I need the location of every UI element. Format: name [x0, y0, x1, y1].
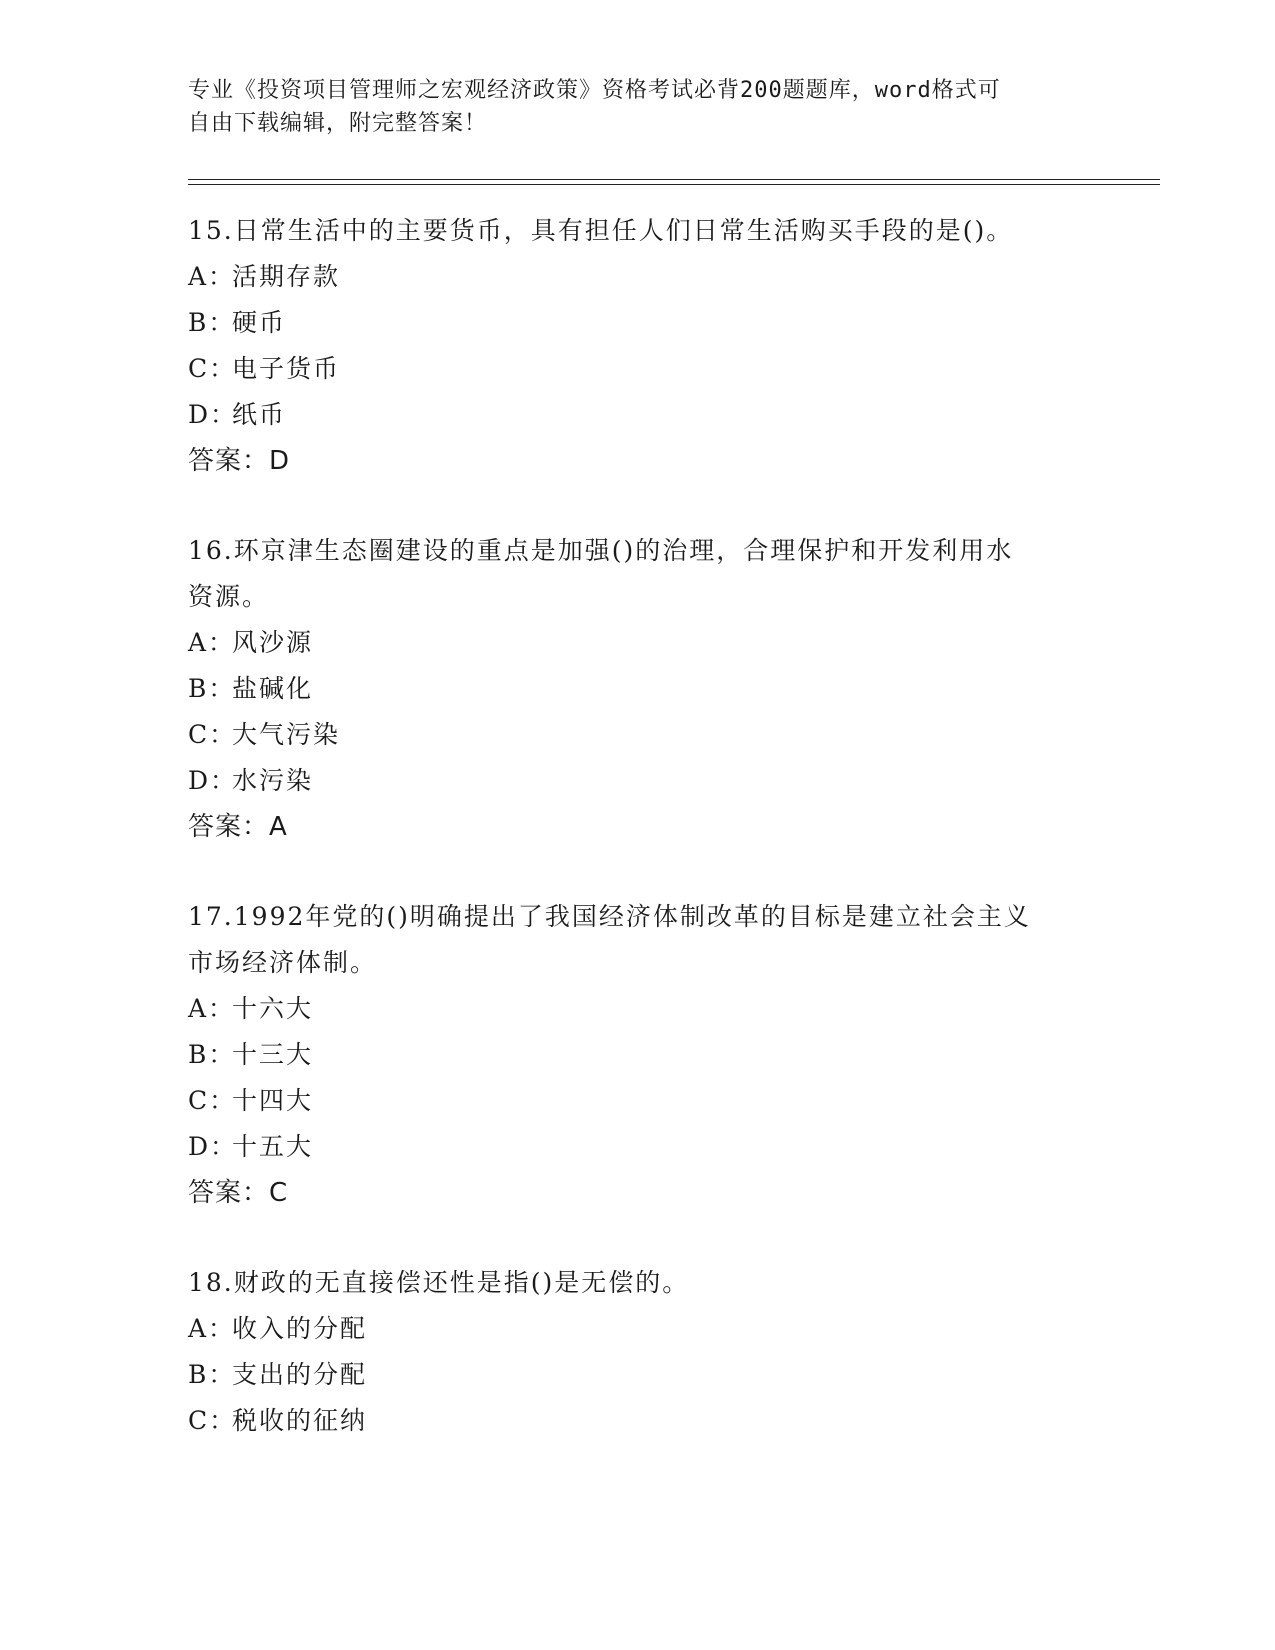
- question-list: [188, 208, 1088, 1488]
- header-divider-top: [188, 179, 1160, 180]
- answer-option: [188, 666, 1088, 712]
- answer-option: [188, 758, 1088, 804]
- question-stem: [188, 1260, 1088, 1306]
- question-block: [188, 1260, 1088, 1444]
- option-text: 十三大: [232, 1040, 314, 1069]
- option-key: B：: [188, 674, 236, 703]
- option-key: C：: [188, 1406, 237, 1435]
- header-line-1: 专业《投资项目管理师之宏观经济政策》资格考试必背200题题库，word格式可: [188, 78, 1001, 103]
- option-key: B：: [188, 308, 236, 337]
- question-stem-line: 18.财政的无直接偿还性是指()是无偿的。: [188, 1268, 690, 1297]
- answer-option: [188, 712, 1088, 758]
- question-stem-line: 16.环京津生态圈建设的重点是加强()的治理，合理保护和开发利用水: [188, 536, 1014, 565]
- answer-option: [188, 986, 1088, 1032]
- answer-key: 答案：C: [188, 1178, 289, 1208]
- option-key: C：: [188, 354, 237, 383]
- option-text: 盐碱化: [232, 674, 314, 703]
- option-key: B：: [188, 1040, 236, 1069]
- answer-option: [188, 1032, 1088, 1078]
- question-stem-line: 市场经济体制。: [188, 948, 378, 977]
- option-key: D：: [188, 1132, 238, 1161]
- option-key: A：: [188, 994, 236, 1023]
- option-text: 纸币: [232, 400, 287, 429]
- option-key: C：: [188, 1086, 237, 1115]
- option-key: A：: [188, 628, 236, 657]
- option-key: B：: [188, 1360, 236, 1389]
- answer-option: [188, 1124, 1088, 1170]
- option-text: 十六大: [232, 994, 314, 1023]
- answer-option: [188, 620, 1088, 666]
- question-block: [188, 528, 1088, 850]
- option-key: A：: [188, 262, 236, 291]
- option-text: 十五大: [232, 1132, 314, 1161]
- document-header: [188, 74, 1088, 140]
- option-text: 税收的征纳: [232, 1406, 368, 1435]
- option-text: 电子货币: [232, 354, 341, 383]
- option-key: C：: [188, 720, 237, 749]
- question-stem-line: 17.1992年党的()明确提出了我国经济体制改革的目标是建立社会主义: [188, 902, 1031, 931]
- question-stem: [188, 894, 1088, 986]
- option-text: 风沙源: [232, 628, 314, 657]
- question-stem: [188, 208, 1088, 254]
- header-divider-bottom: [188, 184, 1160, 185]
- answer-option: [188, 300, 1088, 346]
- option-text: 支出的分配: [232, 1360, 368, 1389]
- option-text: 十四大: [232, 1086, 314, 1115]
- option-text: 收入的分配: [232, 1314, 368, 1343]
- option-text: 大气污染: [232, 720, 341, 749]
- answer-key: 答案：D: [188, 446, 291, 476]
- option-key: D：: [188, 766, 238, 795]
- option-key: A：: [188, 1314, 236, 1343]
- answer-key: 答案：A: [188, 812, 288, 842]
- option-key: D：: [188, 400, 238, 429]
- question-stem: [188, 528, 1088, 620]
- answer-option: [188, 1352, 1088, 1398]
- question-stem-line: 15.日常生活中的主要货币，具有担任人们日常生活购买手段的是()。: [188, 216, 1014, 245]
- option-text: 硬币: [232, 308, 287, 337]
- answer-option: [188, 1078, 1088, 1124]
- question-stem-line: 资源。: [188, 582, 270, 611]
- question-block: [188, 894, 1088, 1216]
- answer-option: [188, 254, 1088, 300]
- answer-option: [188, 1306, 1088, 1352]
- answer-option: [188, 392, 1088, 438]
- header-line-2: 自由下载编辑，附完整答案！: [188, 111, 488, 136]
- question-block: [188, 208, 1088, 484]
- answer-option: [188, 1398, 1088, 1444]
- option-text: 水污染: [232, 766, 314, 795]
- option-text: 活期存款: [232, 262, 341, 291]
- answer-option: [188, 346, 1088, 392]
